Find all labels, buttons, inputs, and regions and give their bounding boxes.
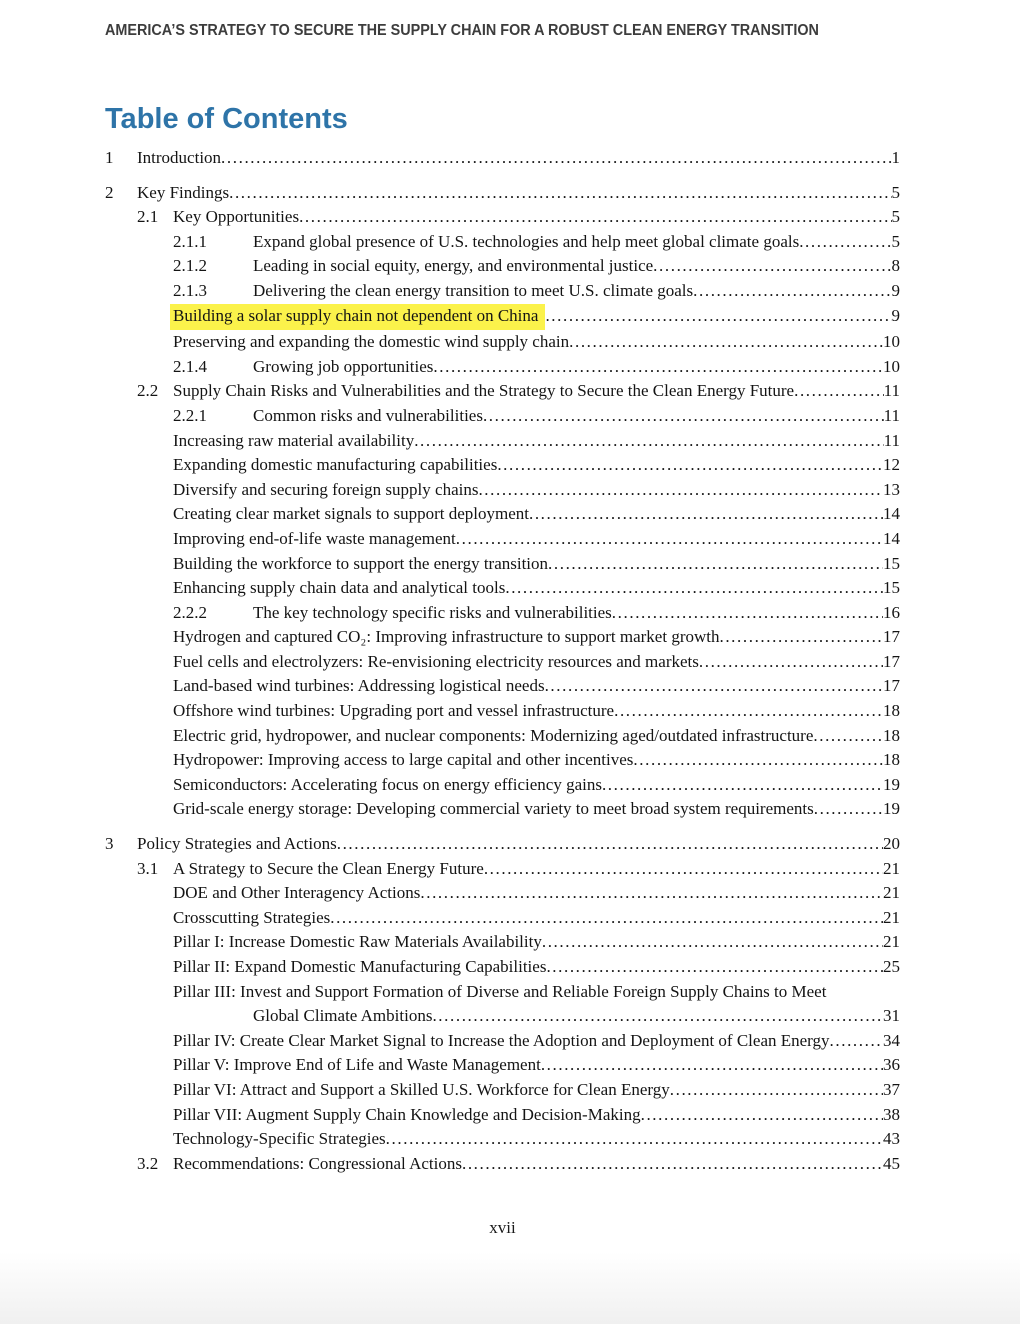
toc-leader-dots <box>229 181 891 206</box>
toc-entry-title: Recommendations: Congressional Actions <box>173 1153 462 1173</box>
toc-leader-dots <box>794 379 884 404</box>
toc-leader-dots <box>330 906 883 931</box>
toc-entry[interactable] <box>105 1078 900 1103</box>
toc-leader-dots <box>221 146 891 171</box>
toc-page-number: 45 <box>883 1153 900 1173</box>
toc-leader-dots <box>569 330 883 355</box>
toc-entry-number: 2.1.3 <box>173 280 207 300</box>
toc-entry[interactable] <box>105 146 900 171</box>
bottom-shadow-gradient <box>0 1252 1020 1324</box>
toc-entry-number: 3 <box>105 834 114 854</box>
page-number-footer: xvii <box>489 1218 516 1237</box>
toc-entry[interactable] <box>105 857 900 882</box>
toc-entry-title: Fuel cells and electrolyzers: Re-envisioning electricity resources and markets <box>173 651 699 671</box>
toc-page-number: 36 <box>883 1055 900 1075</box>
toc-entry[interactable] <box>105 773 900 798</box>
toc-leader-dots <box>545 304 891 329</box>
toc-entry-title: Pillar V: Improve End of Life and Waste Management <box>173 1055 541 1075</box>
toc-entry-title: Supply Chain Risks and Vulnerabilities and the Strategy to Secure the Clean Energy Future <box>173 381 795 401</box>
toc-leader-dots <box>699 650 883 675</box>
toc-entry-number: 2.2.2 <box>173 602 207 622</box>
toc-leader-dots <box>420 881 883 906</box>
toc-entry[interactable] <box>105 674 900 699</box>
toc-leader-dots <box>602 773 883 798</box>
toc-entry[interactable] <box>105 576 900 601</box>
toc-page-number: 25 <box>883 957 900 976</box>
toc-page-number: 1 <box>891 148 900 167</box>
toc-page-number: 21 <box>883 858 900 878</box>
toc-entry-title: Pillar I: Increase Domestic Raw Materials Availability <box>173 932 542 952</box>
toc-leader-dots <box>612 601 883 626</box>
toc-entry-title: Expand global presence of U.S. technologies and help meet global climate goals <box>253 231 800 251</box>
running-header: AMERICA’S STRATEGY TO SECURE THE SUPPLY CHAIN FOR A ROBUST CLEAN ENERGY TRANSITION <box>105 22 819 39</box>
toc-entry[interactable] <box>105 699 900 724</box>
toc-entry-title: Key Findings <box>137 182 230 202</box>
toc-entry[interactable] <box>105 304 900 331</box>
toc-page-number: 9 <box>891 280 900 300</box>
toc-entry-title: DOE and Other Interagency Actions <box>173 883 421 903</box>
toc-page-number: 21 <box>883 883 900 903</box>
toc-page-number: 13 <box>883 479 900 499</box>
toc-page-number: 37 <box>883 1079 900 1099</box>
toc-page-number: 34 <box>883 1030 900 1050</box>
toc-page-number: 15 <box>883 553 900 573</box>
toc-entry-title: Pillar VII: Augment Supply Chain Knowledge and Decision-Making <box>173 1104 641 1124</box>
toc-leader-dots <box>546 955 883 980</box>
toc-page-number: 5 <box>891 207 900 227</box>
toc-page-number: 11 <box>883 381 900 401</box>
toc-entry-number: 3.1 <box>137 858 159 878</box>
toc-page-number: 17 <box>883 651 900 671</box>
toc-leader-dots <box>545 674 883 699</box>
toc-leader-dots <box>484 857 883 882</box>
toc-entry-title: Semiconductors: Accelerating focus on energy efficiency gains <box>173 774 602 794</box>
toc-entry[interactable] <box>105 724 900 749</box>
toc-entry-title-continuation: Global Climate Ambitions <box>253 1006 433 1026</box>
toc-leader-dots <box>813 724 883 749</box>
toc-entry-number: 2 <box>105 182 114 202</box>
table-of-contents <box>105 146 900 1176</box>
toc-entry[interactable] <box>105 355 900 380</box>
toc-page-number: 10 <box>883 356 900 376</box>
toc-leader-dots <box>641 1103 883 1128</box>
toc-entry-title: Hydrogen and captured CO₂: Improving infrastructure to support market growth <box>173 627 720 647</box>
toc-entry-title: Leading in social equity, energy, and environmental justice <box>253 256 654 276</box>
toc-entry[interactable] <box>105 279 900 304</box>
toc-entry-title: Increasing raw material availability <box>173 430 415 450</box>
toc-page-number: 5 <box>891 231 900 251</box>
toc-leader-dots <box>830 1029 883 1054</box>
toc-leader-dots <box>478 478 883 503</box>
toc-entry-title: Enhancing supply chain data and analytical tools <box>173 578 506 598</box>
toc-entry[interactable] <box>105 404 900 429</box>
toc-leader-dots <box>483 404 884 429</box>
toc-entry-title: Pillar II: Expand Domestic Manufacturing Capabilities <box>173 957 547 976</box>
toc-leader-dots <box>462 1152 883 1177</box>
toc-entry-title: Technology-Specific Strategies <box>173 1129 386 1149</box>
toc-leader-dots <box>505 576 883 601</box>
toc-entry[interactable] <box>105 906 900 931</box>
toc-page-number: 18 <box>883 725 900 745</box>
toc-page-number: 17 <box>883 627 900 647</box>
toc-entry-title: Crosscutting Strategies <box>173 907 331 927</box>
toc-leader-dots <box>614 699 883 724</box>
toc-entry-title: Key Opportunities <box>173 207 300 227</box>
toc-entry-number: 1 <box>105 148 114 167</box>
page-title: Table of Contents <box>105 103 348 135</box>
toc-page-number: 15 <box>883 578 900 598</box>
toc-entry-title: Building the workforce to support the energy transition <box>173 553 549 573</box>
toc-page-number: 38 <box>883 1104 900 1124</box>
toc-entry-title: Electric grid, hydropower, and nuclear components: Modernizing aged/outdated infrastructure <box>173 725 814 745</box>
toc-entry[interactable] <box>105 797 900 822</box>
toc-leader-dots <box>414 429 883 454</box>
toc-entry[interactable] <box>105 254 900 279</box>
toc-entry[interactable] <box>105 748 900 773</box>
toc-entry-title: Introduction <box>137 148 222 167</box>
toc-entry-title: A Strategy to Secure the Clean Energy Future <box>173 858 484 878</box>
toc-leader-dots <box>542 930 883 955</box>
toc-entry-title: Improving end-of-life waste management <box>173 528 456 548</box>
toc-entry-number: 2.1 <box>137 207 159 227</box>
toc-entry-number: 3.2 <box>137 1153 159 1173</box>
toc-leader-dots <box>432 1004 883 1029</box>
toc-page-number: 9 <box>891 305 900 325</box>
toc-entry[interactable] <box>105 1152 900 1177</box>
toc-entry-number: 2.1.2 <box>173 256 207 276</box>
toc-entry[interactable] <box>105 330 900 355</box>
toc-entry[interactable] <box>105 230 900 255</box>
toc-entry[interactable] <box>105 502 900 527</box>
toc-page-number: 5 <box>891 182 900 202</box>
toc-entry-number: 2.1.4 <box>173 356 207 376</box>
toc-entry-title: Pillar VI: Attract and Support a Skilled U.S. Workforce for Clean Energy <box>173 1079 670 1099</box>
toc-entry[interactable] <box>105 552 900 577</box>
toc-page-number: 43 <box>883 1129 900 1149</box>
toc-entry[interactable] <box>105 1029 900 1054</box>
toc-entry[interactable] <box>105 625 900 650</box>
toc-entry-number: 2.1.1 <box>173 231 207 251</box>
toc-entry[interactable] <box>105 650 900 675</box>
toc-leader-dots <box>653 254 891 279</box>
toc-page-number: 14 <box>883 504 900 524</box>
toc-page-number: 8 <box>891 256 900 276</box>
toc-entry-title: Hydropower: Improving access to large capital and other incentives <box>173 750 634 770</box>
toc-entry[interactable] <box>105 478 900 503</box>
toc-page-number: 20 <box>883 834 900 854</box>
toc-page-number: 31 <box>883 1006 900 1026</box>
toc-entry[interactable] <box>105 1103 900 1128</box>
toc-entry[interactable] <box>105 930 900 955</box>
toc-leader-dots <box>497 453 883 478</box>
toc-entry[interactable] <box>105 1053 900 1078</box>
toc-entry-number: 2.2 <box>137 381 159 401</box>
toc-page-number: 12 <box>883 455 900 475</box>
toc-entry[interactable] <box>105 527 900 552</box>
toc-entry[interactable] <box>105 832 900 857</box>
toc-page-number: 18 <box>883 750 900 770</box>
toc-entry-title: Pillar III: Invest and Support Formation of Diverse and Reliable Foreign Supply Chains to Meet <box>173 981 827 1001</box>
toc-entry-title-highlighted: Building a solar supply chain not dependent on China <box>170 304 545 331</box>
toc-entry-title: Offshore wind turbines: Upgrading port and vessel infrastructure <box>173 701 615 721</box>
toc-entry-title: Grid-scale energy storage: Developing commercial variety to meet broad system requirements <box>173 799 814 819</box>
toc-page-number: 17 <box>883 676 900 696</box>
toc-leader-dots <box>541 1053 883 1078</box>
toc-page-number: 18 <box>883 701 900 721</box>
toc-leader-dots <box>299 205 891 230</box>
toc-leader-dots <box>693 279 891 304</box>
toc-entry[interactable] <box>105 881 900 906</box>
toc-entry-title: Diversify and securing foreign supply chains <box>173 479 479 499</box>
toc-entry[interactable] <box>105 601 900 626</box>
toc-entry[interactable] <box>105 1127 900 1152</box>
toc-entry[interactable] <box>105 205 900 230</box>
toc-leader-dots <box>433 355 883 380</box>
toc-leader-dots <box>719 625 883 650</box>
toc-leader-dots <box>548 552 883 577</box>
toc-leader-dots <box>670 1078 883 1103</box>
toc-leader-dots <box>799 230 891 255</box>
toc-entry-title: Preserving and expanding the domestic wind supply chain <box>173 332 570 352</box>
toc-page-number: 11 <box>883 430 900 450</box>
toc-page-number: 21 <box>883 907 900 927</box>
page-content <box>105 22 900 1176</box>
toc-entry-title: Expanding domestic manufacturing capabilities <box>173 455 498 475</box>
toc-page-number: 11 <box>883 405 900 425</box>
toc-page-number: 19 <box>883 774 900 794</box>
toc-entry-title: Delivering the clean energy transition to meet U.S. climate goals <box>253 280 694 300</box>
toc-page-number: 16 <box>883 602 900 622</box>
toc-entry-number: 2.2.1 <box>173 405 207 425</box>
toc-entry[interactable] <box>105 181 900 206</box>
toc-entry-title: Growing job opportunities <box>253 356 434 376</box>
toc-page-number: 19 <box>883 799 900 819</box>
toc-entry[interactable] <box>105 980 900 1029</box>
toc-page-number: 14 <box>883 528 900 548</box>
toc-entry-title: Policy Strategies and Actions <box>137 834 337 854</box>
toc-entry-title: Pillar IV: Create Clear Market Signal to Increase the Adoption and Deployment of Clean Energy <box>173 1030 830 1050</box>
toc-leader-dots <box>529 502 883 527</box>
toc-entry-title: The key technology specific risks and vulnerabilities <box>253 602 612 622</box>
toc-entry[interactable] <box>105 429 900 454</box>
toc-leader-dots <box>386 1127 883 1152</box>
toc-entry-title: Creating clear market signals to support deployment <box>173 504 529 524</box>
toc-page-number: 10 <box>883 332 900 352</box>
toc-entry[interactable] <box>105 453 900 478</box>
toc-entry-title: Land-based wind turbines: Addressing logistical needs <box>173 676 545 696</box>
toc-entry[interactable] <box>105 379 900 404</box>
toc-leader-dots <box>633 748 883 773</box>
toc-entry-title: Common risks and vulnerabilities <box>253 405 483 425</box>
toc-entry[interactable] <box>105 955 900 980</box>
toc-leader-dots <box>337 832 883 857</box>
toc-leader-dots <box>456 527 883 552</box>
toc-page-number: 21 <box>883 932 900 952</box>
toc-leader-dots <box>814 797 883 822</box>
